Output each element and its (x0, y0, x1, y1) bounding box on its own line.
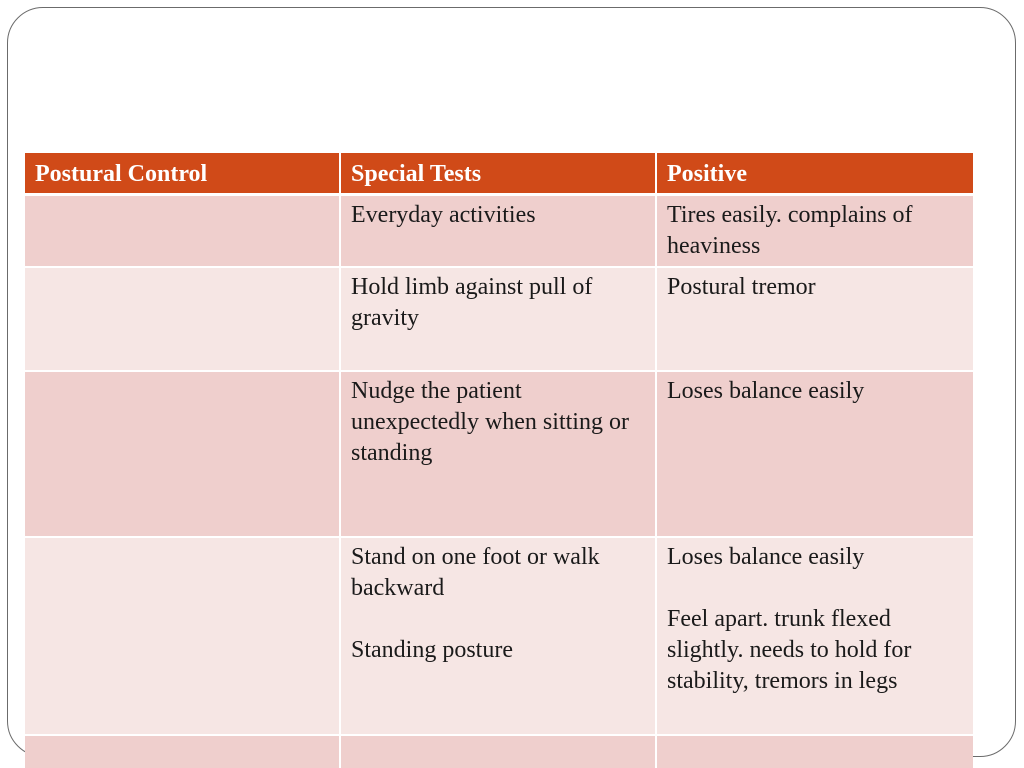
postural-control-table (25, 153, 973, 768)
table-container (25, 153, 973, 768)
cell-special-test: Hold limb against pull of gravity (341, 268, 657, 372)
table-row (25, 268, 973, 372)
table-row (25, 372, 973, 538)
table-header-row (25, 153, 973, 196)
table-row (25, 736, 973, 768)
cell-postural-control (25, 196, 341, 268)
header-postural-control: Postural Control (25, 153, 341, 196)
cell-postural-control (25, 372, 341, 538)
cell-positive: Postural tremor (657, 268, 973, 372)
cell-special-test (341, 736, 657, 768)
cell-special-test: Nudge the patient unexpectedly when sitting or standing (341, 372, 657, 538)
cell-positive: Loses balance easily (657, 372, 973, 538)
cell-special-test: Everyday activities (341, 196, 657, 268)
cell-positive: Loses balance easily Feel apart. trunk flexed slightly. needs to hold for stability, tremors in legs (657, 538, 973, 736)
table-row (25, 196, 973, 268)
cell-postural-control (25, 268, 341, 372)
cell-positive: Tires easily. complains of heaviness (657, 196, 973, 268)
cell-postural-control (25, 736, 341, 768)
table-row (25, 538, 973, 736)
cell-special-test: Stand on one foot or walk backward Standing posture (341, 538, 657, 736)
header-positive: Positive (657, 153, 973, 196)
cell-postural-control (25, 538, 341, 736)
header-special-tests: Special Tests (341, 153, 657, 196)
cell-positive (657, 736, 973, 768)
